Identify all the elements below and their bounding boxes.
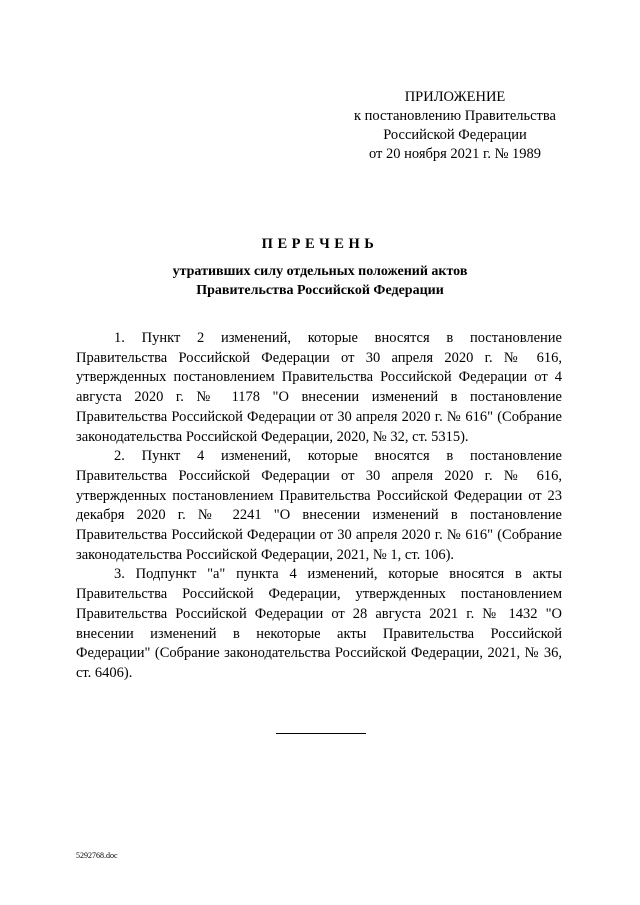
list-item-3: 3. Подпункт "а" пункта 4 изменений, которые вносятся в акты Правительства Российской Федерации, утвержденных постановлением Правительства Российской Федерации от 28 августа 2021 г. № 1432 "О внесении изменений в некоторые акты Правительства Российской Федерации" (Собрание законодательства Российской Федерации, 2021, № 36, ст. 6406).: [76, 566, 562, 681]
appendix-resolution-line: к постановлению Правительства: [354, 108, 556, 124]
appendix-label: ПРИЛОЖЕНИЕ: [404, 89, 506, 105]
list-item-2: 2. Пункт 4 изменений, которые вносятся в постановление Правительства Российской Федерации от 30 апреля 2020 г. № 616, утвержденных постановлением Правительства Российской Федерации от 23 декабря 2020 г. № 2241 "О внесении изменений в постановление Правительства Российской Федерации от 30 апреля 2020 г. № 616" (Собрание законодательства Российской Федерации, 2021, № 1, ст. 106).: [76, 448, 562, 563]
document-title: ПЕРЕЧЕНЬ: [261, 236, 379, 252]
list-item-1: 1. Пункт 2 изменений, которые вносятся в постановление Правительства Российской Федерации от 30 апреля 2020 г. № 616, утвержденных постановлением Правительства Российской Федерации от 4 августа 2020 г. № 1178 "О внесении изменений в постановление Правительства Российской Федерации от 30 апреля 2020 г. № 616" (Собрание законодательства Российской Федерации, 2020, № 32, ст. 5315).: [76, 330, 562, 445]
subtitle-line-1: утративших силу отдельных положений актов: [172, 264, 468, 279]
document-file-id: 5292768.doc: [76, 851, 118, 860]
items-list: [76, 329, 562, 684]
document-subtitle: [0, 262, 640, 300]
appendix-date-number: от 20 ноября 2021 г. № 1989: [368, 146, 542, 162]
end-divider: [276, 733, 366, 734]
appendix-header: [330, 88, 580, 164]
subtitle-line-2: Правительства Российской Федерации: [196, 283, 444, 298]
appendix-federation-line: Российской Федерации: [383, 127, 527, 143]
